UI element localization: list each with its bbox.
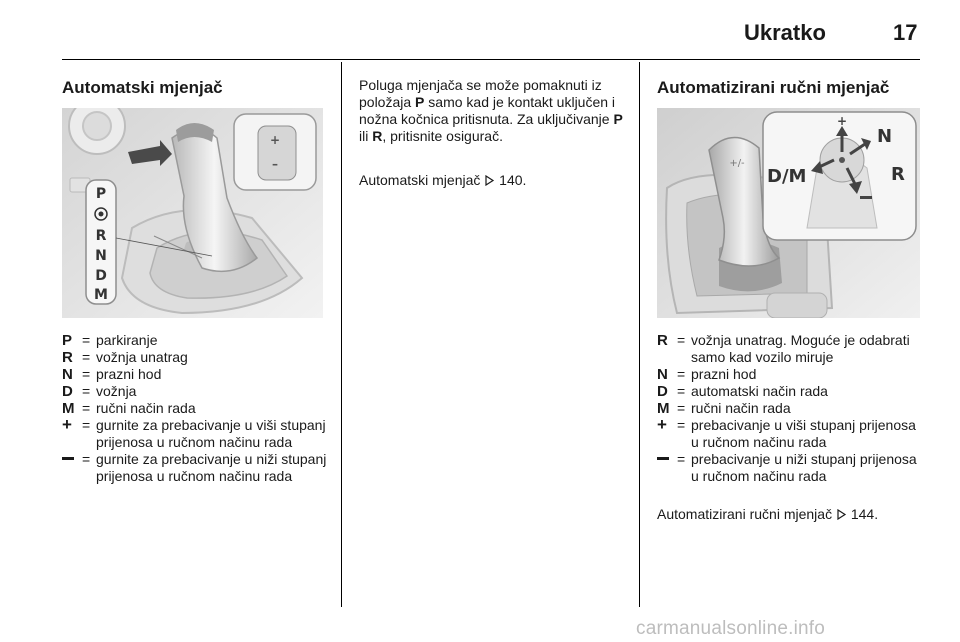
legend-row (62, 366, 332, 383)
text-run: , pritisnite osigurač. (382, 128, 503, 144)
header-rule (62, 59, 920, 60)
arrow-ref-icon (836, 509, 847, 520)
legend-equals: = (677, 332, 686, 348)
legend-row (657, 332, 925, 366)
running-header-title: Ukratko (744, 20, 826, 45)
legend-equals: = (82, 451, 91, 467)
legend-description: prebacivanje u viši stupanj prijenosa u ručnom načinu rada (691, 417, 916, 450)
legend-row (657, 451, 925, 485)
legend-automatic (62, 332, 332, 485)
legend-description: vožnja unatrag (96, 349, 188, 365)
gate-letter-d: D (95, 268, 107, 284)
cross-reference-automatic[interactable] (359, 172, 627, 189)
gate-letter-p: P (95, 186, 107, 202)
legend-key: N (657, 366, 668, 383)
automated-manual-lever-illustration (657, 108, 920, 318)
ref-text: Automatizirani ručni mjenjač (657, 506, 833, 522)
legend-equals: = (677, 400, 686, 416)
legend-equals: = (82, 332, 91, 348)
upshift-symbol-on-knob: + (269, 133, 281, 147)
legend-key: R (62, 349, 73, 366)
text-run: samo kad je kontakt uključen i nožna kočnica pritisnuta. Za uključivanje (359, 94, 616, 127)
legend-description: parkiranje (96, 332, 158, 348)
text-run: ili (359, 128, 373, 144)
plus-icon: + (62, 415, 72, 434)
legend-key: M (657, 400, 670, 417)
section-heading-automated-manual: Automatizirani ručni mjenjač (657, 78, 890, 97)
legend-row (62, 451, 332, 485)
legend-description: gurnite za prebacivanje u viši stupanj prijenosa u ručnom načinu rada (96, 417, 326, 450)
text-bold-r: R (372, 128, 383, 144)
cross-reference-automated-manual[interactable] (657, 506, 925, 523)
legend-automated-manual (657, 332, 925, 485)
watermark: carmanualsonline.info (636, 618, 826, 639)
legend-row (62, 383, 332, 400)
automatic-gear-lever-illustration (62, 108, 323, 318)
ref-text: Automatski mjenjač (359, 172, 481, 188)
legend-key: D (657, 383, 668, 400)
legend-equals: = (82, 383, 91, 399)
legend-equals: = (82, 417, 91, 433)
label-n: N (877, 126, 893, 147)
text-run: Poluga mjenjača se može pomaknuti iz položaja (359, 77, 602, 110)
plus-icon: + (657, 415, 667, 434)
column-divider-right (639, 62, 640, 607)
text-bold-p: P (613, 111, 623, 127)
legend-description: gurnite za prebacivanje u niži stupanj prijenosa u ručnom načinu rada (96, 451, 327, 484)
column-divider-left (341, 62, 342, 607)
legend-key: M (62, 400, 75, 417)
legend-key: D (62, 383, 73, 400)
legend-row (657, 400, 925, 417)
arrow-ref-icon (484, 175, 495, 186)
gate-letter-m: M (94, 287, 108, 303)
label-dm: D/M (767, 166, 807, 187)
legend-equals: = (677, 451, 686, 467)
legend-description: vožnja unatrag. Moguće je odabrati samo kad vozilo miruje (691, 332, 910, 365)
gate-letter-r: R (95, 228, 107, 244)
page-number: 17 (893, 20, 918, 45)
ref-page: 140. (499, 172, 527, 188)
text-bold-p: P (415, 94, 425, 110)
legend-key: R (657, 332, 668, 349)
legend-description: prebacivanje u niži stupanj prijenosa u ručnom načinu rada (691, 451, 917, 484)
legend-row (657, 417, 925, 451)
legend-row (62, 400, 332, 417)
legend-description: ručni način rada (691, 400, 791, 416)
legend-description: ručni način rada (96, 400, 196, 416)
legend-description: vožnja (96, 383, 137, 399)
gate-letter-n: N (95, 248, 107, 264)
legend-key: N (62, 366, 73, 383)
legend-equals: = (82, 349, 91, 365)
downshift-symbol-on-knob: – (272, 157, 278, 171)
legend-equals: = (82, 400, 91, 416)
legend-row (657, 366, 925, 383)
section-heading-automatic: Automatski mjenjač (62, 78, 223, 97)
legend-description: prazni hod (96, 366, 162, 382)
ref-page: 144. (850, 506, 879, 522)
label-r: R (891, 164, 905, 185)
legend-row (62, 417, 332, 451)
legend-equals: = (677, 417, 686, 433)
paragraph-shift-lock (359, 77, 627, 145)
legend-key: P (62, 332, 73, 349)
legend-row (62, 332, 332, 349)
legend-equals: = (677, 383, 686, 399)
minus-icon (657, 451, 677, 485)
legend-row (657, 383, 925, 400)
upshift-symbol: + (836, 114, 848, 128)
legend-row (62, 349, 332, 366)
legend-description: prazni hod (691, 366, 757, 382)
minus-icon (62, 451, 82, 485)
legend-equals: = (677, 366, 686, 382)
legend-equals: = (82, 366, 91, 382)
svg-text:+/-: +/- (729, 158, 745, 169)
downshift-symbol (860, 196, 872, 199)
legend-description: automatski način rada (691, 383, 828, 399)
